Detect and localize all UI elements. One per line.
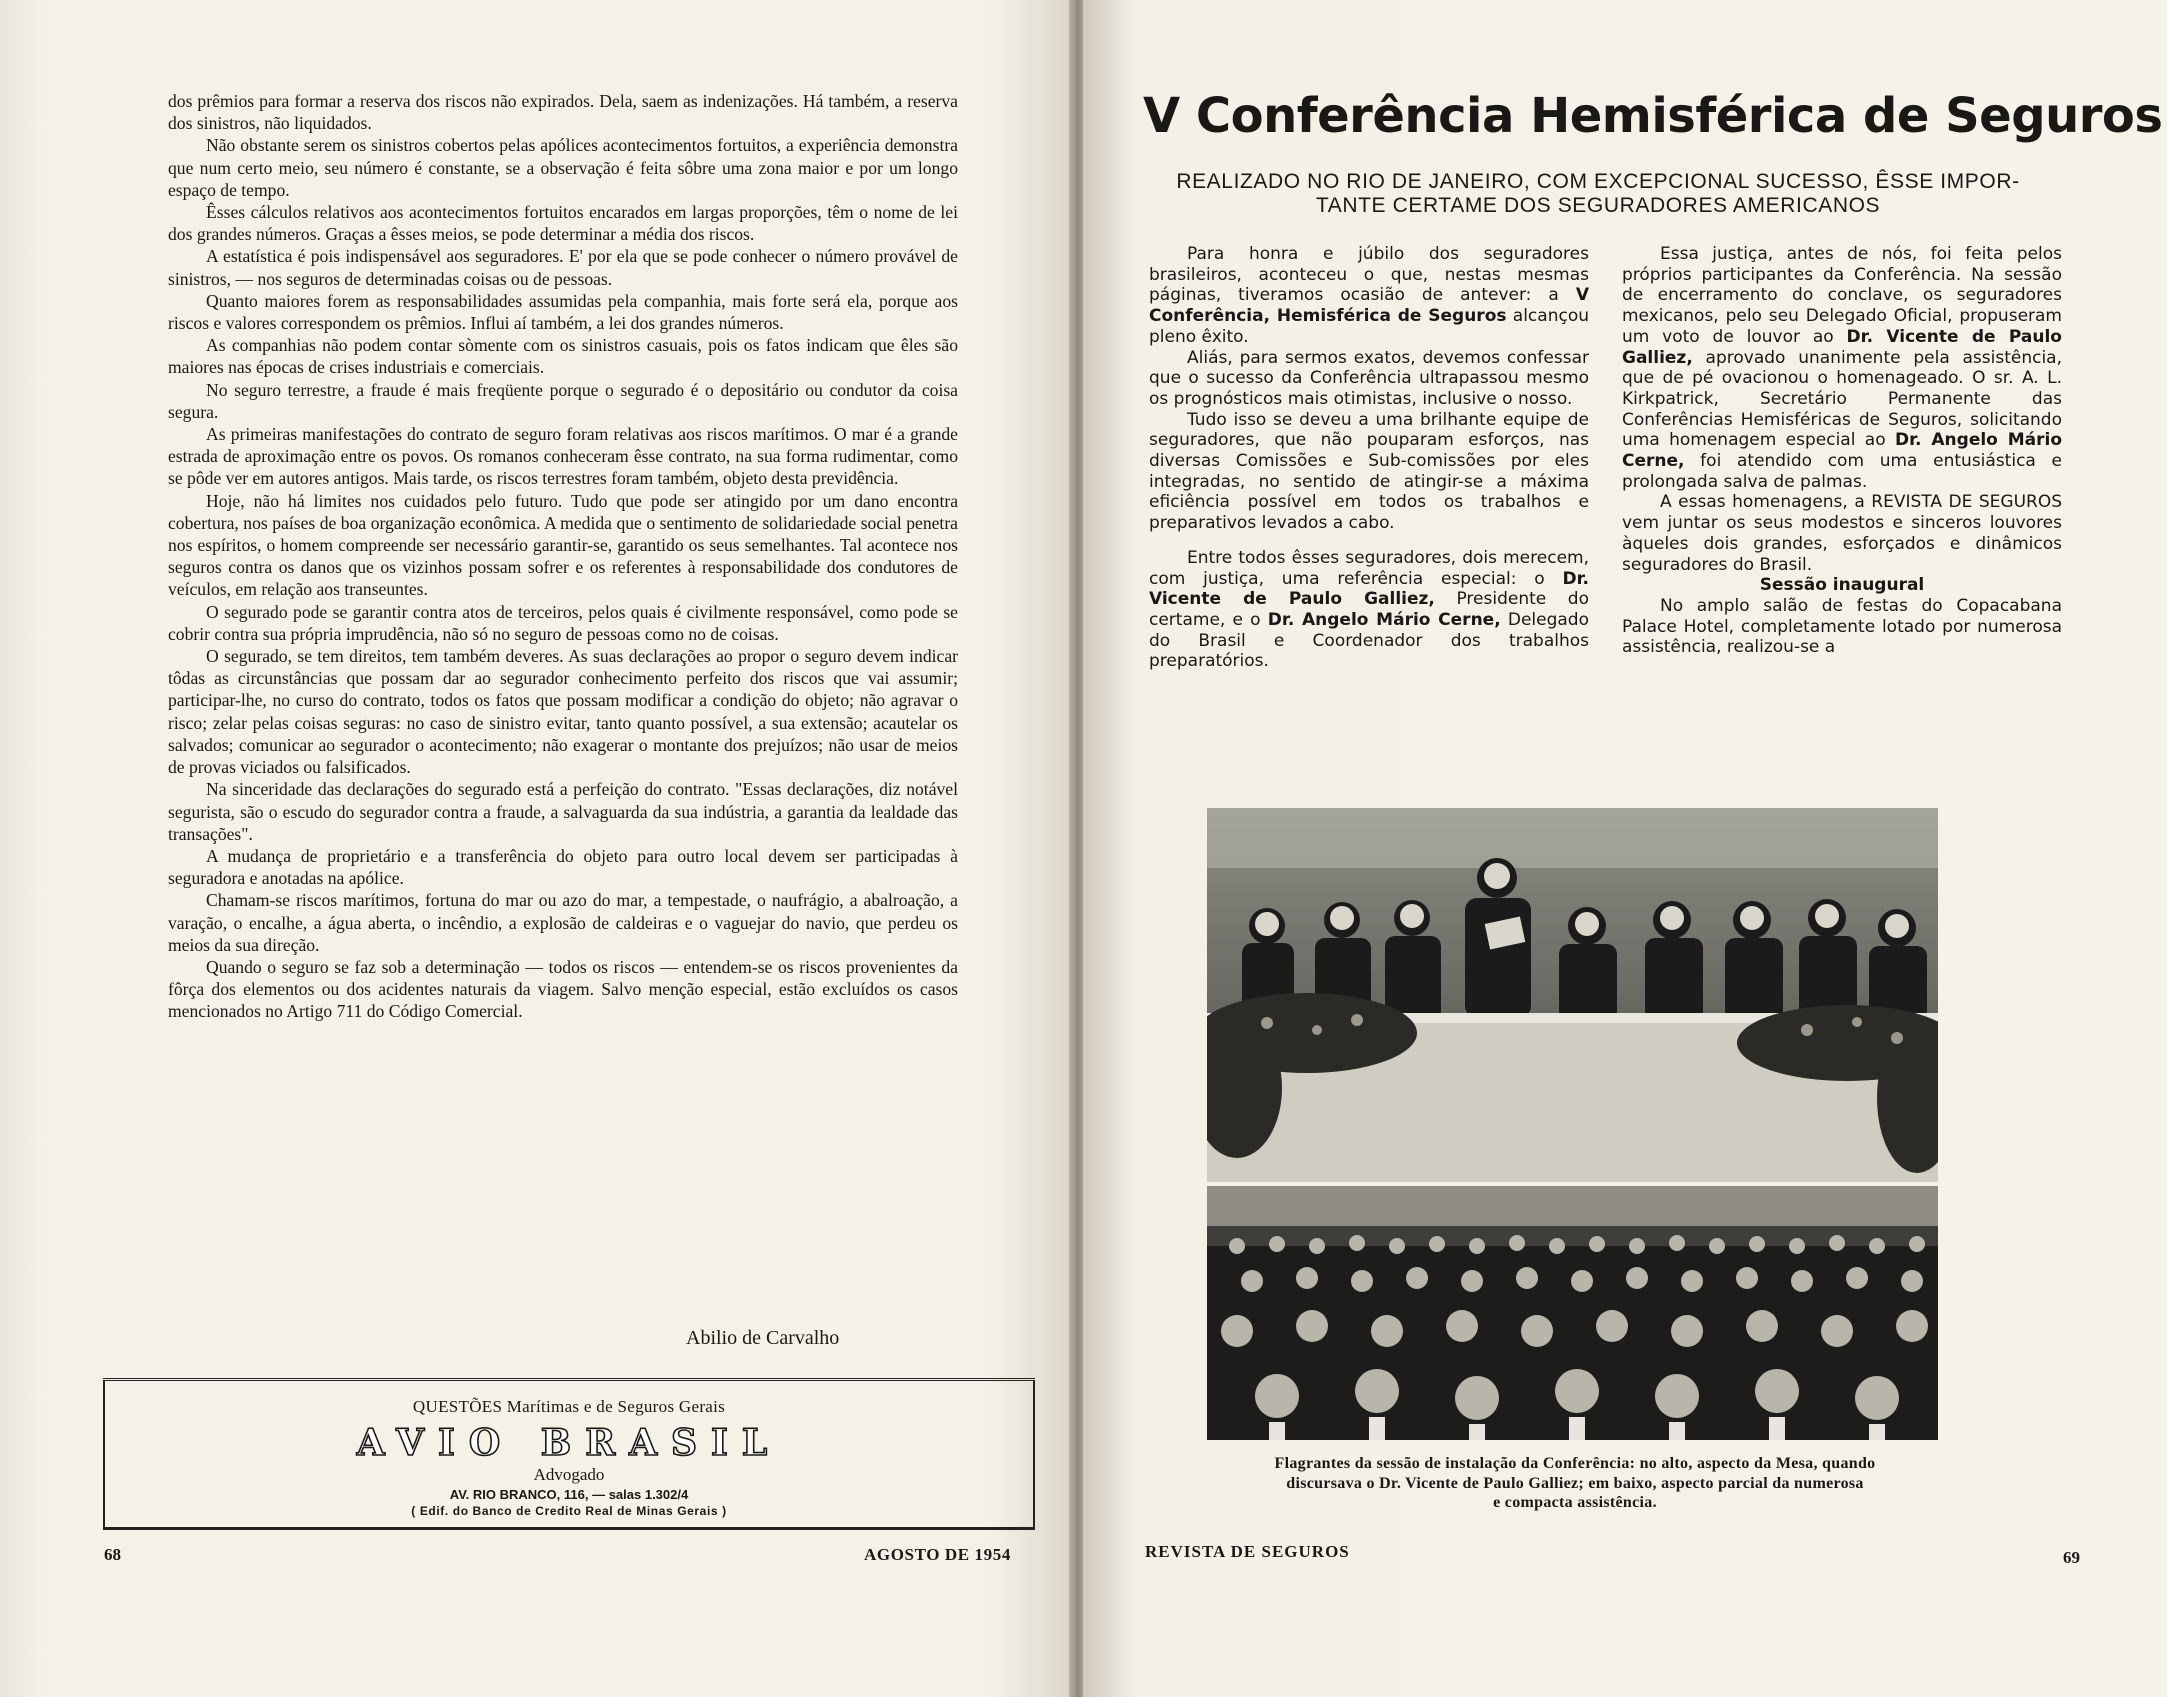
author-signature: Abilio de Carvalho xyxy=(686,1327,840,1349)
photo-caption xyxy=(1190,1454,1960,1513)
subhead-line: REALIZADO NO RIO DE JANEIRO, COM EXCEPCIONAL SUCESSO, ÊSSE IMPOR- xyxy=(1176,170,2020,193)
magazine-title-footer: REVISTA DE SEGUROS xyxy=(1145,1542,1350,1561)
paragraph: A essas homenagens, a REVISTA DE SEGUROS vem juntar os seus modestos e sinceros louvores àqueles dois grandes, esforçados e dinâmicos seguradores do Brasil. xyxy=(1622,492,2062,575)
paragraph: As companhias não podem contar sòmente com os sinistros casuais, pois os fatos indicam que êles são maiores nas épocas de crises industriais e comerciais. xyxy=(168,335,958,378)
paragraph: O segurado pode se garantir contra atos de terceiros, pelos quais é civilmente responsável, como pode se cobrir contra sua própria imprudência, não só no seguro de pessoas como no de coisas. xyxy=(168,601,958,644)
subhead-line: TANTE CERTAME DOS SEGURADORES AMERICANOS xyxy=(1315,194,1881,217)
ad-name: AVIO BRASIL xyxy=(356,1422,782,1464)
paragraph: Chamam-se riscos marítimos, fortuna do mar ou azo do mar, a tempestade, o naufrágio, a abalroação, a varação, o encalhe, a água aberta, o incêndio, a explosão de caldeiras e o vaguejar do navio, que perdeu os meios da sua direção. xyxy=(168,890,958,955)
paragraph: No seguro terrestre, a fraude é mais freqüente porque o segurado é o depositário ou condutor da coisa segura. xyxy=(168,379,958,422)
ad-role: Advogado xyxy=(533,1465,605,1484)
caption-line: Flagrantes da sessão de instalação da Conferência: no alto, aspecto da Mesa, quando xyxy=(1274,1455,1876,1472)
page-number-left: 68 xyxy=(104,1545,121,1564)
photo-head-table xyxy=(1207,808,1938,1186)
paragraph: O segurado, se tem direitos, tem também deveres. As suas declarações ao propor o seguro devem indicar tôdas as circunstâncias que possam dar ao segurador conhecimento perfeito dos riscos que vai assumir; participar-lhe, no curso do contrato, todos os fatos que possam modificar a condição do objeto; não agravar o risco; zelar pelas coisas seguras: no caso de sinistro evitar, tanto quanto possível, a sua extensão; acautelar os salvados; comunicar ao segurador o acontecimento; não exagerar o montante dos prejuízos; não usar de meios de provas viciados ou falsificados. xyxy=(168,646,958,778)
left-page xyxy=(0,0,1073,1697)
paragraph: Êsses cálculos relativos aos acontecimentos fortuitos encarados em largas proporções, têm o nome de lei dos grandes números. Graças a êsses meios, se pode determinar a média dos riscos. xyxy=(168,202,958,245)
paragraph: Para honra e júbilo dos seguradores brasileiros, aconteceu o que, nestas mesmas páginas, tiveramos ocasião de antever: a V Conferência, Hemisférica de Seguros alcançou pleno êxito. xyxy=(1149,244,1589,347)
article-subhead xyxy=(1128,170,2068,218)
audience-image xyxy=(1207,1186,1938,1440)
caption-line: discursava o Dr. Vicente de Paulo Galliez; em baixo, aspecto parcial da numerosa xyxy=(1286,1474,1864,1492)
photo-audience xyxy=(1207,1186,1938,1440)
paragraph: dos prêmios para formar a reserva dos riscos não expirados. Dela, saem as indenizações. Há também, a reserva dos sinistros, não liquidados. xyxy=(168,91,958,134)
paragraph: A mudança de proprietário e a transferência do objeto para outro local devem ser participadas à seguradora e anotadas na apólice. xyxy=(168,845,958,889)
paragraph: Quando o seguro se faz sob a determinação — todos os riscos — entendem-se os riscos provenientes da fôrça dos elementos ou dos acidentes naturais da viagem. Salvo menção especial, estão excluídos os casos mencionados no Artigo 711 do Código Comercial. xyxy=(168,956,958,1022)
paragraph: Essa justiça, antes de nós, foi feita pelos próprios participantes da Conferência. Na sessão de encerramento do conclave, os seguradores mexicanos, pelo seu Delegado Oficial, propuseram um voto de louvor ao Dr. Vicente de Paulo Galliez, aprovado unanimente pela assistência, que de pé ovacionou o homenageado. O sr. A. L. Kirkpatrick, Secretário Permanente das Conferências Hemisféricas de Seguros, solicitando uma homenagem especial ao Dr. Angelo Mário Cerne, foi atendido com uma entusiástica e prolongada salva de palmas. xyxy=(1622,244,2062,492)
paragraph: Na sinceridade das declarações do segurado está a perfeição do contrato. "Essas declarações, diz notável seguristа, são o escudo do segurador contra a fraude, a salvaguarda da sua indústria, a garantia da lealdade das transações". xyxy=(168,779,958,844)
paragraph: Hoje, não há limites nos cuidados pelo futuro. Tudo que pode ser atingido por um dano encontra cobertura, nos países de boa organização econômica. A medida que o sentimento de solidariedade social penetra nos espíritos, o homem compreende ser necessário garantir-se, garantido os seus semelhantes. Tal acontece nos seguros contra os danos que os vizinhos possam sofrer e os referentes à responsabilidade dos condutores de veículos, em relação aos transeuntes. xyxy=(168,490,958,600)
article-headline: V Conferência Hemisférica de Seguros xyxy=(1143,88,2163,144)
conference-photos xyxy=(1207,808,1938,1440)
issue-date: AGOSTO DE 1954 xyxy=(864,1545,1011,1564)
head-table-image xyxy=(1207,808,1938,1182)
paragraph: Não obstante serem os sinistros cobertos pelas apólices acontecimentos fortuitos, a experiência demonstra que num certo meio, seu número é constante, se a observação é feita sôbre uma zona maior e por um longo espaço de tempo. xyxy=(168,135,958,200)
section-heading: Sessão inaugural xyxy=(1759,575,1925,596)
ad-top-line: QUESTÕES Marítimas e de Seguros Gerais xyxy=(412,1397,726,1416)
paragraph: Aliás, para sermos exatos, devemos confessar que o sucesso da Conferência ultrapassou mesmo os prognósticos mais otimistas, inclusive o nosso. xyxy=(1149,347,1589,409)
paragraph: No amplo salão de festas do Copacabana Palace Hotel, completamente lotado por numerosa assistência, realizou-se a xyxy=(1622,595,2062,658)
paragraph: As primeiras manifestações do contrato de seguro foram relativas aos riscos marítimos. O mar é a grande estrada de aproximação entre os povos. Os romanos conheceram êsse contrato, na sua forma rudimentar, como se pôde ver em autores antigos. Mais tarde, os riscos terrestres foram também, objeto desta previdência. xyxy=(168,424,958,489)
article-column-1 xyxy=(1149,244,1589,672)
article-column-2 xyxy=(1622,244,2062,658)
paragraph: Tudo isso se deveu a uma brilhante equipe de seguradores, que não pouparam esforços, nas diversas Comissões e Sub-comissões por eles integradas, no sentido de atingir-se a máxima eficiência possível em todos os trabalhos e preparativos levados a cabo. xyxy=(1149,409,1589,534)
paragraph: Entre todos êsses seguradores, dois merecem, com justiça, uma referência especial: o Dr. Vicente de Paulo Galliez, Presidente do certame, e o Dr. Angelo Mário Cerne, Delegado do Brasil e Coordenador dos trabalhos preparatórios. xyxy=(1149,547,1590,672)
page-number-right: 69 xyxy=(2063,1548,2080,1567)
paragraph: A estatística é pois indispensável aos seguradores. E' por ela que se pode conhecer o número provável de sinistros, — nos seguros de determinadas coisas ou de pessoas. xyxy=(168,246,958,289)
ad-address: AV. RIO BRANCO, 116, — salas 1.302/4 xyxy=(449,1487,689,1502)
ad-building: ( Edif. do Banco de Credito Real de Minas Gerais ) xyxy=(411,1504,727,1518)
caption-line: e compacta assistência. xyxy=(1493,1494,1657,1511)
lawyer-advertisement xyxy=(103,1378,1035,1530)
left-article-body xyxy=(168,90,958,1023)
paragraph: Quanto maiores forem as responsabilidades assumidas pela companhia, mais forte será ela, porque aos riscos e valores correspondem os prêmios. Influi aí também, a lei dos grandes números. xyxy=(168,290,958,334)
